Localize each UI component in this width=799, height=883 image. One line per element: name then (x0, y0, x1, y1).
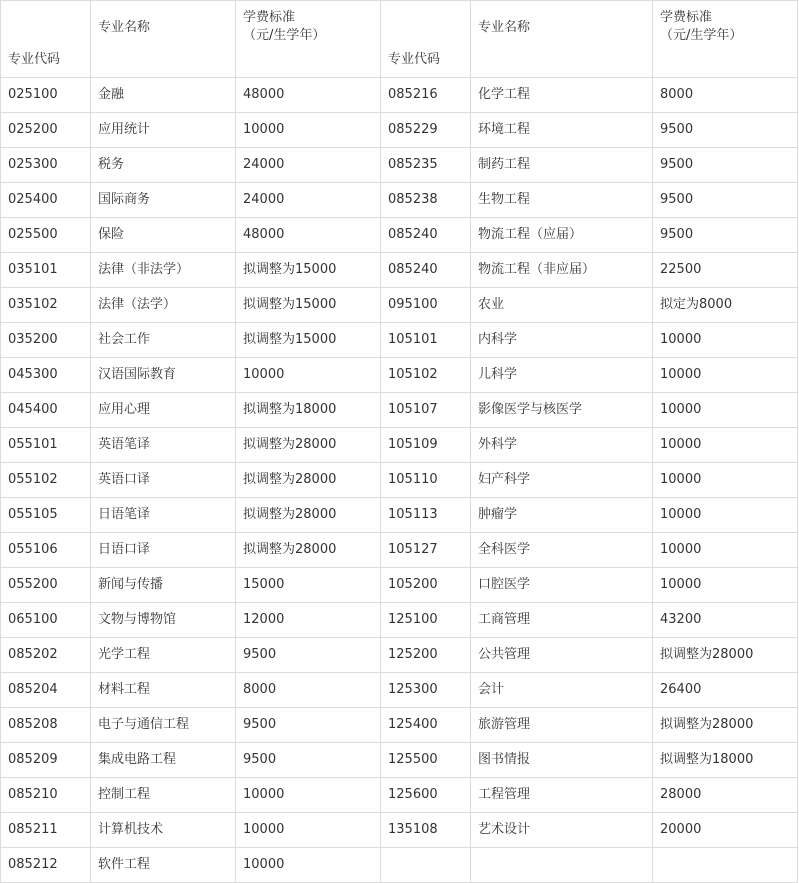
tuition-fee-cell: 43200 (653, 603, 798, 638)
table-header-row (1, 1, 798, 78)
major-code-cell: 105107 (381, 393, 471, 428)
header-name-right: 专业名称 (471, 1, 653, 78)
table-row (1, 568, 798, 603)
major-name-cell: 计算机技术 (91, 813, 236, 848)
tuition-fee-cell: 拟调整为28000 (236, 533, 381, 568)
table-row (1, 148, 798, 183)
table-row (1, 218, 798, 253)
tuition-fee-cell: 9500 (236, 638, 381, 673)
header-fee-line2: （元/生学年） (660, 28, 743, 43)
major-code-cell: 025300 (1, 148, 91, 183)
table-row (1, 498, 798, 533)
table-row (1, 533, 798, 568)
header-fee-line2: （元/生学年） (243, 28, 326, 43)
major-code-cell: 085229 (381, 113, 471, 148)
major-code-cell: 085216 (381, 78, 471, 113)
tuition-fee-cell: 10000 (236, 813, 381, 848)
tuition-fee-cell: 拟调整为18000 (653, 743, 798, 778)
tuition-fee-cell: 10000 (653, 498, 798, 533)
tuition-fee-cell: 26400 (653, 673, 798, 708)
major-code-cell: 085240 (381, 218, 471, 253)
tuition-fee-cell: 10000 (653, 393, 798, 428)
table-row (1, 778, 798, 813)
major-code-cell: 035101 (1, 253, 91, 288)
table-row (1, 848, 798, 883)
major-name-cell: 外科学 (471, 428, 653, 463)
major-code-cell: 055105 (1, 498, 91, 533)
major-name-cell: 工商管理 (471, 603, 653, 638)
tuition-fee-cell: 12000 (236, 603, 381, 638)
major-name-cell: 影像医学与核医学 (471, 393, 653, 428)
major-code-cell: 085204 (1, 673, 91, 708)
major-name-cell: 公共管理 (471, 638, 653, 673)
major-code-cell: 095100 (381, 288, 471, 323)
table-row (1, 603, 798, 638)
major-name-cell: 妇产科学 (471, 463, 653, 498)
major-name-cell: 工程管理 (471, 778, 653, 813)
major-name-cell: 会计 (471, 673, 653, 708)
tuition-fee-cell: 10000 (653, 323, 798, 358)
major-name-cell (471, 848, 653, 883)
major-code-cell: 055102 (1, 463, 91, 498)
tuition-fee-cell: 28000 (653, 778, 798, 813)
major-code-cell: 105101 (381, 323, 471, 358)
table-row (1, 743, 798, 778)
major-code-cell: 085208 (1, 708, 91, 743)
tuition-fee-cell: 20000 (653, 813, 798, 848)
tuition-fee-cell: 48000 (236, 78, 381, 113)
tuition-fee-cell: 9500 (236, 708, 381, 743)
tuition-fee-cell: 10000 (236, 848, 381, 883)
major-name-cell: 软件工程 (91, 848, 236, 883)
tuition-fee-cell: 9500 (653, 148, 798, 183)
major-code-cell: 055200 (1, 568, 91, 603)
major-code-cell: 125400 (381, 708, 471, 743)
tuition-fee-cell: 22500 (653, 253, 798, 288)
header-code-left: 专业代码 (1, 1, 91, 78)
major-name-cell: 社会工作 (91, 323, 236, 358)
table-body (1, 1, 798, 883)
major-code-cell: 085240 (381, 253, 471, 288)
major-name-cell: 旅游管理 (471, 708, 653, 743)
major-name-cell: 材料工程 (91, 673, 236, 708)
tuition-fee-cell: 10000 (653, 358, 798, 393)
tuition-fee-cell: 48000 (236, 218, 381, 253)
tuition-fee-cell: 9500 (653, 113, 798, 148)
major-name-cell: 日语口译 (91, 533, 236, 568)
tuition-fee-cell: 10000 (653, 568, 798, 603)
major-name-cell: 新闻与传播 (91, 568, 236, 603)
major-name-cell: 物流工程（应届） (471, 218, 653, 253)
table-row (1, 813, 798, 848)
table-row (1, 323, 798, 358)
tuition-fee-cell: 24000 (236, 183, 381, 218)
tuition-fee-cell: 10000 (236, 113, 381, 148)
tuition-fee-cell: 24000 (236, 148, 381, 183)
major-code-cell: 085211 (1, 813, 91, 848)
table-row (1, 638, 798, 673)
tuition-fee-cell: 10000 (653, 463, 798, 498)
table-row (1, 428, 798, 463)
major-code-cell: 125200 (381, 638, 471, 673)
major-name-cell: 肿瘤学 (471, 498, 653, 533)
tuition-fee-cell (653, 848, 798, 883)
tuition-fee-cell: 9500 (653, 218, 798, 253)
major-code-cell: 035200 (1, 323, 91, 358)
table-row (1, 253, 798, 288)
table-row (1, 463, 798, 498)
tuition-fee-cell: 拟调整为28000 (236, 428, 381, 463)
major-name-cell: 汉语国际教育 (91, 358, 236, 393)
header-fee-line1: 学费标准 (660, 10, 713, 25)
tuition-fee-cell: 拟调整为28000 (236, 463, 381, 498)
major-code-cell: 135108 (381, 813, 471, 848)
tuition-fee-cell: 10000 (653, 533, 798, 568)
table-row (1, 673, 798, 708)
major-name-cell: 英语口译 (91, 463, 236, 498)
table-row (1, 183, 798, 218)
major-code-cell: 085210 (1, 778, 91, 813)
major-name-cell: 环境工程 (471, 113, 653, 148)
tuition-fee-cell: 9500 (236, 743, 381, 778)
major-code-cell: 105200 (381, 568, 471, 603)
major-code-cell: 085209 (1, 743, 91, 778)
major-name-cell: 图书情报 (471, 743, 653, 778)
major-name-cell: 化学工程 (471, 78, 653, 113)
major-code-cell: 025100 (1, 78, 91, 113)
tuition-fee-cell: 8000 (653, 78, 798, 113)
major-code-cell: 125500 (381, 743, 471, 778)
major-name-cell: 保险 (91, 218, 236, 253)
header-fee-right (653, 1, 798, 78)
table-row (1, 708, 798, 743)
major-code-cell: 035102 (1, 288, 91, 323)
tuition-fee-cell: 拟调整为28000 (653, 638, 798, 673)
tuition-fee-cell: 拟调整为28000 (236, 498, 381, 533)
major-code-cell: 105127 (381, 533, 471, 568)
major-code-cell: 105102 (381, 358, 471, 393)
major-name-cell: 农业 (471, 288, 653, 323)
major-name-cell: 应用统计 (91, 113, 236, 148)
major-name-cell: 文物与博物馆 (91, 603, 236, 638)
tuition-fee-cell: 拟调整为15000 (236, 288, 381, 323)
major-code-cell: 055101 (1, 428, 91, 463)
header-fee-left (236, 1, 381, 78)
major-code-cell: 105109 (381, 428, 471, 463)
tuition-fee-cell: 8000 (236, 673, 381, 708)
table-row (1, 358, 798, 393)
major-name-cell: 控制工程 (91, 778, 236, 813)
header-fee-line1: 学费标准 (243, 10, 296, 25)
major-code-cell: 105110 (381, 463, 471, 498)
major-code-cell: 125600 (381, 778, 471, 813)
major-code-cell: 125100 (381, 603, 471, 638)
major-name-cell: 光学工程 (91, 638, 236, 673)
major-name-cell: 口腔医学 (471, 568, 653, 603)
header-name-left: 专业名称 (91, 1, 236, 78)
major-name-cell: 全科医学 (471, 533, 653, 568)
major-name-cell: 制药工程 (471, 148, 653, 183)
major-name-cell: 儿科学 (471, 358, 653, 393)
tuition-fee-cell: 10000 (236, 778, 381, 813)
table-row (1, 113, 798, 148)
major-name-cell: 法律（法学） (91, 288, 236, 323)
tuition-fee-cell: 拟调整为18000 (236, 393, 381, 428)
major-code-cell: 025500 (1, 218, 91, 253)
header-code-right: 专业代码 (381, 1, 471, 78)
major-code-cell: 085238 (381, 183, 471, 218)
major-name-cell: 内科学 (471, 323, 653, 358)
major-code-cell: 105113 (381, 498, 471, 533)
major-code-cell: 085212 (1, 848, 91, 883)
major-code-cell: 085202 (1, 638, 91, 673)
tuition-fee-cell: 拟调整为28000 (653, 708, 798, 743)
major-name-cell: 国际商务 (91, 183, 236, 218)
major-code-cell: 045400 (1, 393, 91, 428)
major-code-cell: 065100 (1, 603, 91, 638)
major-code-cell: 045300 (1, 358, 91, 393)
major-name-cell: 艺术设计 (471, 813, 653, 848)
major-code-cell: 085235 (381, 148, 471, 183)
major-code-cell (381, 848, 471, 883)
tuition-fee-cell: 15000 (236, 568, 381, 603)
table-row (1, 288, 798, 323)
major-name-cell: 日语笔译 (91, 498, 236, 533)
major-name-cell: 电子与通信工程 (91, 708, 236, 743)
table-row (1, 78, 798, 113)
tuition-fee-cell: 10000 (236, 358, 381, 393)
tuition-fee-cell: 拟调整为15000 (236, 253, 381, 288)
major-name-cell: 应用心理 (91, 393, 236, 428)
major-code-cell: 025200 (1, 113, 91, 148)
major-code-cell: 125300 (381, 673, 471, 708)
major-name-cell: 税务 (91, 148, 236, 183)
tuition-fee-cell: 10000 (653, 428, 798, 463)
major-code-cell: 055106 (1, 533, 91, 568)
major-name-cell: 集成电路工程 (91, 743, 236, 778)
major-name-cell: 金融 (91, 78, 236, 113)
tuition-fee-cell: 9500 (653, 183, 798, 218)
tuition-fee-cell: 拟定为8000 (653, 288, 798, 323)
table-row (1, 393, 798, 428)
major-name-cell: 英语笔译 (91, 428, 236, 463)
major-name-cell: 生物工程 (471, 183, 653, 218)
major-name-cell: 法律（非法学） (91, 253, 236, 288)
major-code-cell: 025400 (1, 183, 91, 218)
tuition-fee-cell: 拟调整为15000 (236, 323, 381, 358)
major-name-cell: 物流工程（非应届） (471, 253, 653, 288)
